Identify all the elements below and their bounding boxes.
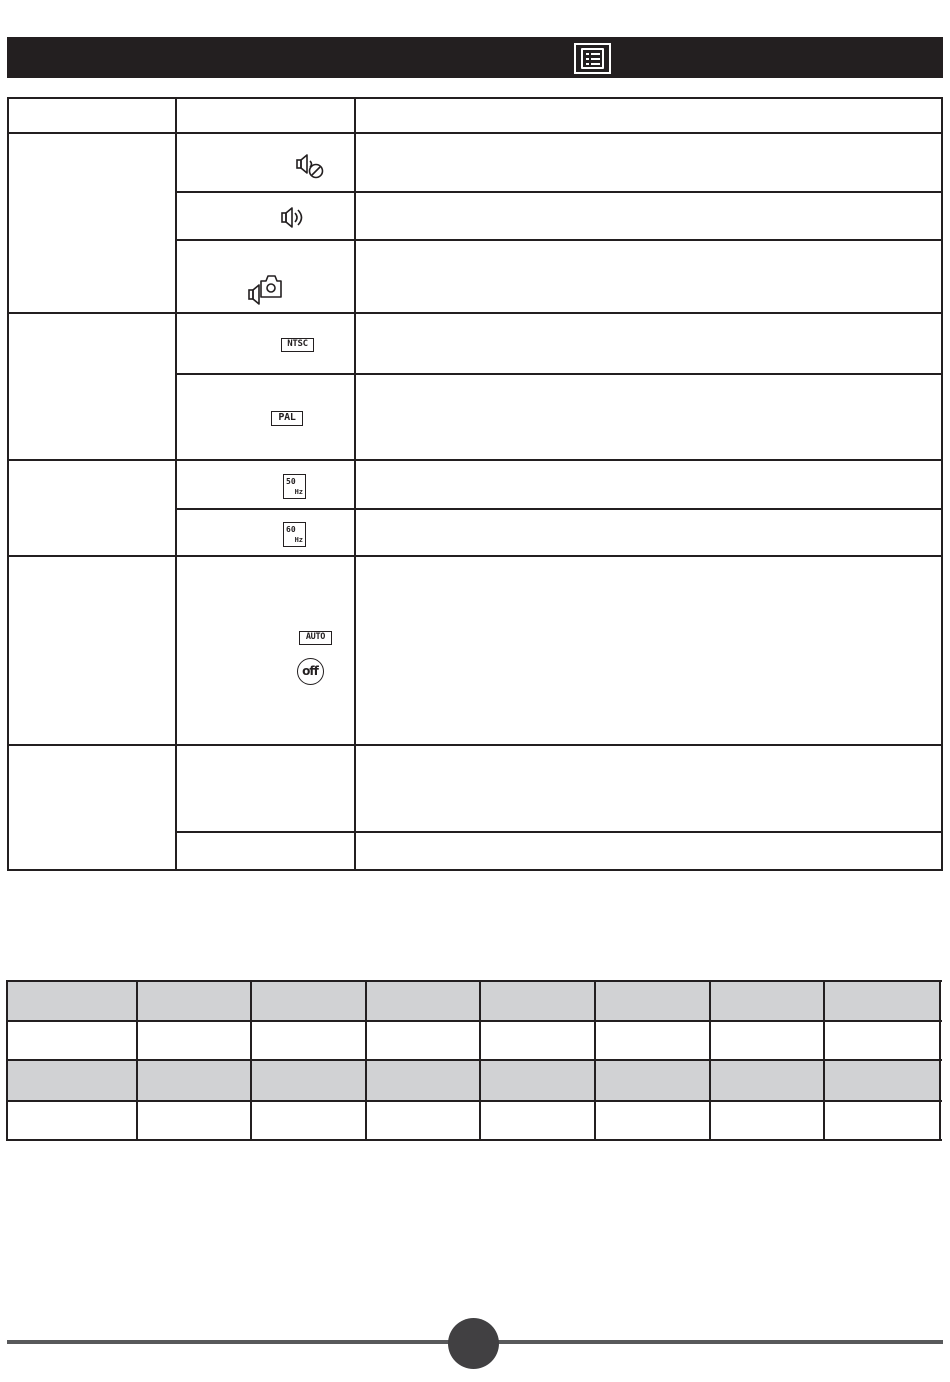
50hz-icon-unit: Hz	[294, 488, 303, 496]
sound-off-icon	[296, 153, 326, 181]
page-number	[448, 1318, 499, 1369]
grid-column-line	[594, 980, 596, 1141]
pal-icon: PAL	[271, 411, 303, 426]
grid-column-line	[823, 980, 825, 1141]
sound-on-icon	[281, 206, 309, 230]
60hz-icon-unit: Hz	[294, 536, 303, 544]
60hz-icon	[283, 522, 306, 547]
grid-column-line	[6, 980, 8, 1141]
off-icon-label: off	[302, 664, 318, 678]
section-header-bar	[7, 37, 943, 78]
grid-column-line	[250, 980, 252, 1141]
grid-row-line	[7, 1139, 942, 1141]
50hz-icon-number: 50	[286, 477, 296, 486]
grid-column-line	[365, 980, 367, 1141]
60hz-icon-number: 60	[286, 525, 296, 534]
off-icon	[297, 658, 324, 685]
grid-row-line	[7, 1059, 942, 1061]
ntsc-icon: NTSC	[281, 338, 314, 352]
grid-column-line	[709, 980, 711, 1141]
grid-row-shading	[7, 1060, 940, 1101]
menu-list-icon	[574, 43, 611, 74]
50hz-icon	[283, 474, 306, 499]
grid-column-line	[136, 980, 138, 1141]
grid-row-line	[7, 1020, 942, 1022]
grid-row-line	[7, 980, 942, 982]
grid-row-line	[7, 1100, 942, 1102]
grid-column-line	[939, 980, 941, 1141]
grid-row-shading	[7, 981, 940, 1021]
shutter-sound-icon	[248, 273, 284, 307]
auto-icon: AUTO	[299, 631, 332, 645]
grid-column-line	[479, 980, 481, 1141]
